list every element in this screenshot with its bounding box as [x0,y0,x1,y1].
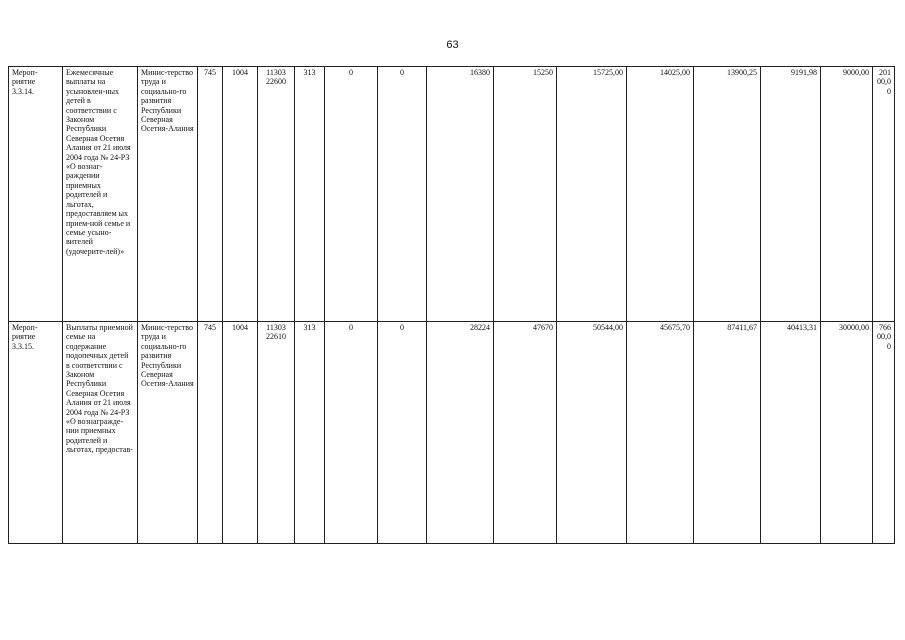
vr-cell: 313 [295,67,325,322]
page-number: 63 [446,39,459,51]
grbs-cell: 745 [198,322,223,544]
value-cell: 0 [325,67,378,322]
event-cell: Мероп-риятие 3.3.15. [9,322,63,544]
grbs-cell: 745 [198,67,223,322]
rzpr-cell: 1004 [223,67,258,322]
value-cell: 0 [325,322,378,544]
value-cell: 16380 [427,67,494,322]
value-cell: 0 [378,322,427,544]
csr-cell: 11303 22610 [258,322,295,544]
value-cell: 40413,31 [761,322,821,544]
value-cell: 13900,25 [694,67,761,322]
budget-table [8,66,895,544]
description-cell: Выплаты приемной семье на содержание подопечных детей в соответствии с Законом Республики Северная Осетия Алания от 21 июля 2004 года № 24-РЗ «О вознагражде-нии приемных родителей и льготах, предостав- [63,322,138,544]
event-cell: Мероп-риятие 3.3.14. [9,67,63,322]
value-cell: 47670 [494,322,557,544]
executor-cell: Минис-терство труда и социально-го развития Республики Северная Осетия-Алания [138,67,198,322]
table-row [9,322,895,544]
value-cell: 50544,00 [557,322,627,544]
value-cell: 9000,00 [821,67,873,322]
value-cell: 28224 [427,322,494,544]
vr-cell: 313 [295,322,325,544]
description-cell: Ежемесячные выплаты на усыновлен-ных детей в соответствии с Законом Республики Северная Осетия Алания от 21 июля 2004 года № 24-РЗ «О вознаг-раждении приемных родителей и льготах, предоставляем ых прием-ной семье и семье усыно-вителей (удочерите-лей)» [63,67,138,322]
rzpr-cell: 1004 [223,322,258,544]
table-row [9,67,895,322]
value-cell: 15250 [494,67,557,322]
value-cell: 87411,67 [694,322,761,544]
value-cell: 0 [378,67,427,322]
value-cell: 76600,00 [873,322,895,544]
csr-cell: 11303 22600 [258,67,295,322]
value-cell: 20100,00 [873,67,895,322]
value-cell: 30000,00 [821,322,873,544]
value-cell: 9191,98 [761,67,821,322]
value-cell: 45675,70 [627,322,694,544]
value-cell: 15725,00 [557,67,627,322]
value-cell: 14025,00 [627,67,694,322]
executor-cell: Минис-терство труда и социально-го развития Республики Северная Осетия-Алания [138,322,198,544]
